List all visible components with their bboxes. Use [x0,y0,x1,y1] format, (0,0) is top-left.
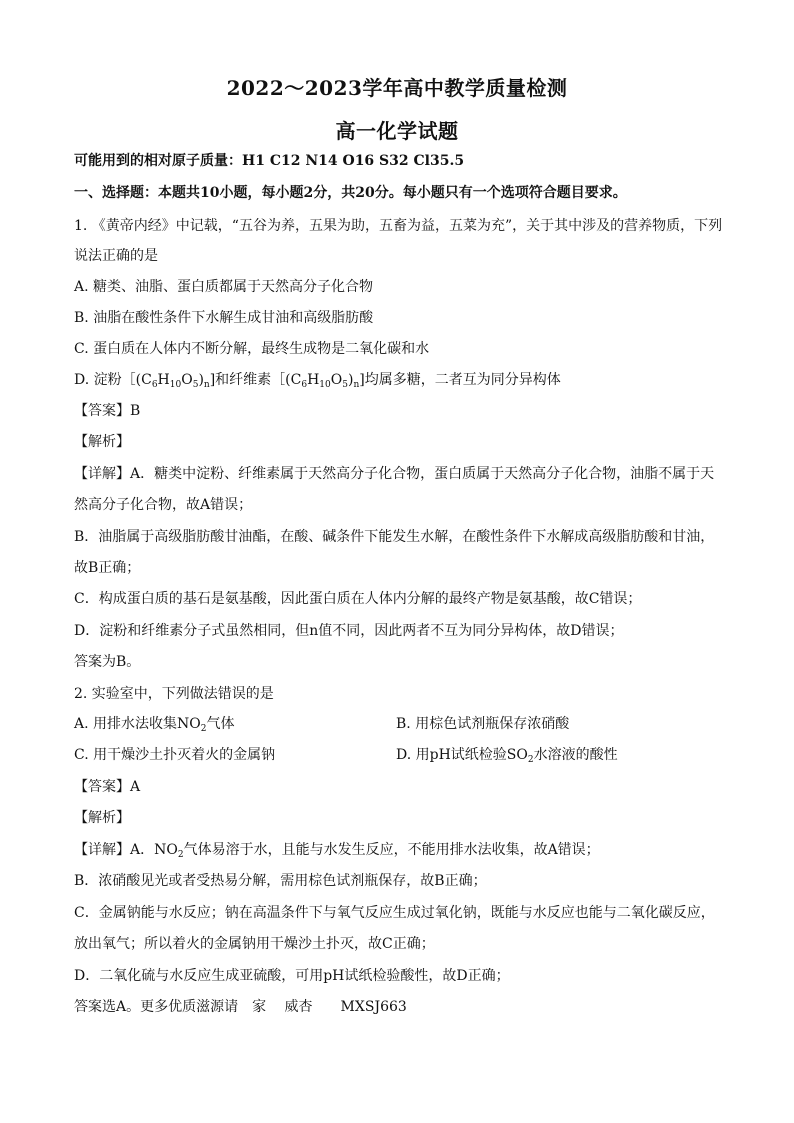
q1-option-d: D. 淀粉$[(C_6H_{10}O_5)_n$]和纤维素$[(C_6H_{10}O_5)_n$]均属多糖，二者互为同分异构体 [74,372,561,390]
q1-detail-line3: B．油脂属于高级脂肪酸甘油酯，在酸、碱条件下能发生水解，在酸性条件下水解成高级脂肪酸和甘油， [74,529,715,545]
q2-option-b: B. 用棕色试剂瓶保存浓硝酸 [396,716,570,732]
q1-conclusion: 答案为B。 [74,654,141,670]
q1-analysis-label: 【解析】 [74,434,130,450]
q2-answer: 【答案】A [74,779,141,795]
q1-option-b: B. 油脂在酸性条件下水解生成甘油和高级脂肪酸 [74,310,374,326]
q1-stem-line1: 1. 《黄帝内经》中记载，“五谷为养，五果为助，五畜为益，五菜为充”，关于其中涉及的营养物质，下列 [74,218,723,234]
q2-detail-line3: C．金属钠能与水反应；钠在高温条件下与氧气反应生成过氧化钠，既能与水反应也能与二氧化碳反应， [74,905,715,921]
q2-option-d: D. 用pH试纸检验$SO_2$水溶液的酸性 [396,747,618,765]
q1-stem-line2: 说法正确的是 [74,248,158,264]
q1-detail-line6: D．淀粉和纤维素分子式虽然相同，但n值不同，因此两者不互为同分异构体，故D错误； [74,623,624,639]
exam-subtitle: 高一化学试题 [335,119,459,143]
q1-detail-line5: C．构成蛋白质的基石是氨基酸，因此蛋白质在人体内分解的最终产物是氨基酸，故C错误； [74,591,642,607]
q2-analysis-label: 【解析】 [74,810,130,826]
q1-option-a: A. 糖类、油脂、蛋白质都属于天然高分子化合物 [74,279,374,295]
q1-answer: 【答案】B [74,403,141,419]
q2-detail-line5: D．二氧化硫与水反应生成亚硫酸，可用pH试纸检验酸性，故D正确； [74,968,510,984]
q2-conclusion: 答案选A。更多优质滋源请 家 威杏 MXSJ663 [74,999,407,1015]
q2-detail-line1: 【详解】A．$NO_2$气体易溶于水，且能与水发生反应，不能用排水法收集，故A错误； [74,842,600,860]
q1-detail-line4: 故B正确； [74,560,141,576]
atomic-masses: 可能用到的相对原子质量：H1 C12 N14 O16 S32 Cl35.5 [74,153,465,169]
q2-detail-line2: B．浓硝酸见光或者受热易分解，需用棕色试剂瓶保存，故B正确； [74,873,487,889]
section1-heading: 一、选择题：本题共10小题，每小题2分，共20分。每小题只有一个选项符合题目要求。 [74,185,627,201]
q1-detail-line1: 【详解】A．糖类中淀粉、纤维素属于天然高分子化合物，蛋白质属于天然高分子化合物，油脂不属于天 [74,466,715,482]
q2-option-c: C. 用干燥沙土扑灭着火的金属钠 [74,747,276,763]
q1-option-c: C. 蛋白质在人体内不断分解，最终生成物是二氧化碳和水 [74,341,430,357]
q1-detail-line2: 然高分子化合物，故A错误； [74,497,253,513]
exam-title: 2022～2023学年高中教学质量检测 [226,76,568,100]
q2-stem: 2. 实验室中，下列做法错误的是 [74,686,274,702]
q2-detail-line4: 放出氧气；所以着火的金属钠用干燥沙土扑灭，故C正确； [74,936,435,952]
q2-option-a: A. 用排水法收集$NO_2$气体 [74,716,235,734]
